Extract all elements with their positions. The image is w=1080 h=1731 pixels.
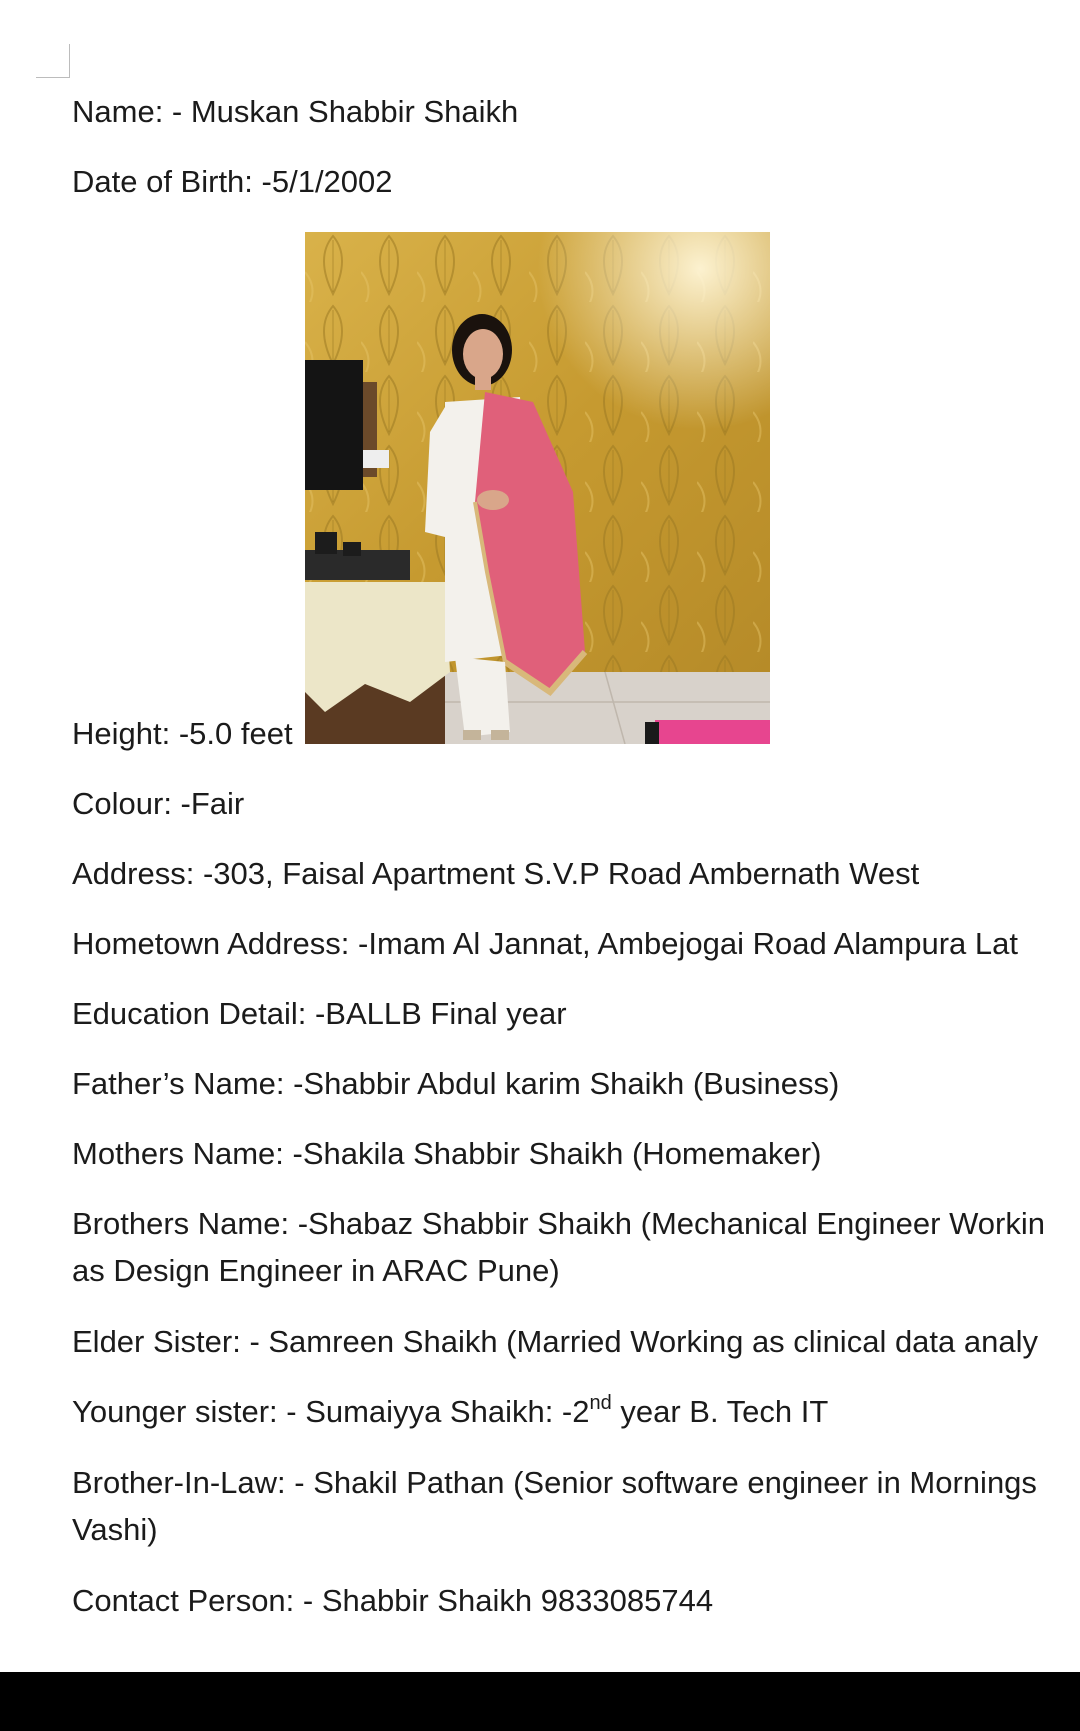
mother-name-field: Mothers Name: -Shakila Shabbir Shaikh (Homemaker) <box>72 1136 822 1171</box>
colour-field: Colour: -Fair <box>72 786 245 821</box>
father-name-field: Father’s Name: -Shabbir Abdul karim Shaikh (Business) <box>72 1066 840 1101</box>
height-field: Height: -5.0 feet <box>72 716 293 751</box>
younger-sister-field <box>72 1388 828 1435</box>
brother-name-line-1: Brothers Name: -Shabaz Shabbir Shaikh (Mechanical Engineer Workin <box>72 1206 1045 1241</box>
page-corner-mark <box>36 44 70 78</box>
younger-sister-text: Younger sister: - Sumaiyya Shaikh: -2 <box>72 1394 590 1429</box>
profile-photo <box>305 232 770 744</box>
younger-sister-year: year B. Tech IT <box>611 1394 829 1429</box>
elder-sister-field: Elder Sister: - Samreen Shaikh (Married Working as clinical data analy <box>72 1324 1038 1359</box>
navigation-bar <box>0 1672 1080 1731</box>
education-field: Education Detail: -BALLB Final year <box>72 996 567 1031</box>
contact-person-field: Contact Person: - Shabbir Shaikh 9833085744 <box>72 1583 714 1618</box>
name-field: Name: - Muskan Shabbir Shaikh <box>72 94 519 129</box>
brother-in-law-field: Brother-In-Law: - Shakil Pathan (Senior software engineer in Mornings <box>72 1465 1037 1500</box>
hometown-address-field: Hometown Address: -Imam Al Jannat, Ambejogai Road Alampura Lat <box>72 926 1018 961</box>
brother-name-field <box>72 1200 1045 1247</box>
brother-in-law-continuation: Vashi) <box>72 1512 158 1547</box>
brother-name-continuation: as Design Engineer in ARAC Pune) <box>72 1253 560 1288</box>
address-field: Address: -303, Faisal Apartment S.V.P Road Ambernath West <box>72 856 920 891</box>
dob-field: Date of Birth: -5/1/2002 <box>72 164 393 199</box>
ordinal-suffix: nd <box>589 1391 612 1414</box>
